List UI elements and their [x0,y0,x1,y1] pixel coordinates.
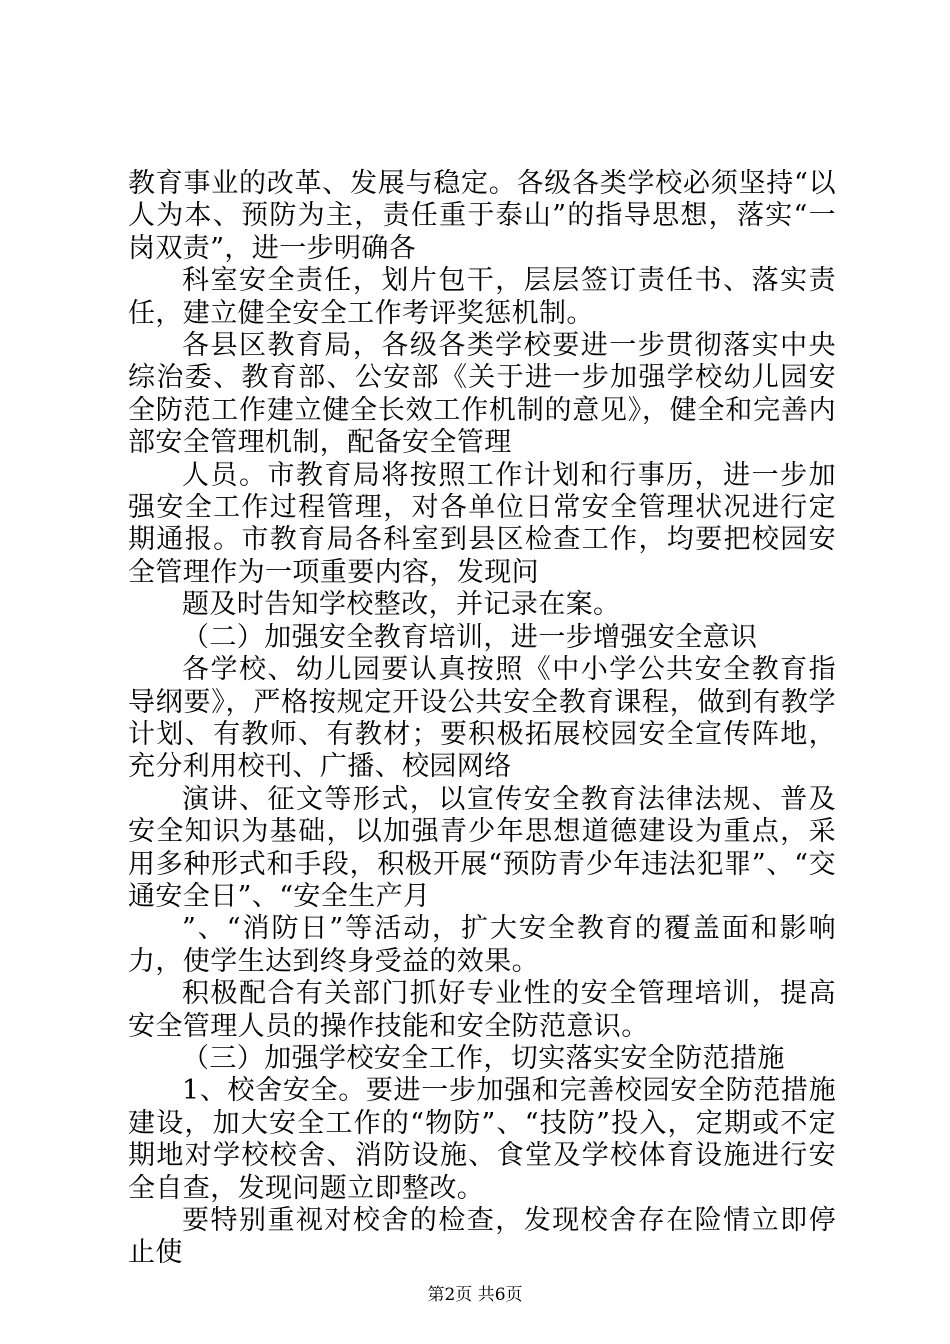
document-body [128,168,836,1270]
page-number-label: 第2页 共6页 [427,1285,523,1305]
paragraph-5: 题及时告知学校整改，并记录在案。 [182,589,621,621]
paragraph-3: 各县区教育局，各级各类学校要进一步贯彻落实中央综治委、教育部、公安部《关于进一步加强学校幼儿园安全防范工作建立健全长效工作机制的意见》，健全和完善内部安全管理机制，配备安全管理 [128,330,836,459]
paragraph-2: 科室安全责任，划片包干，层层签订责任书、落实责任，建立健全安全工作考评奖惩机制。 [128,265,836,329]
paragraph-8: 演讲、征文等形式，以宣传安全教育法律法规、普及安全知识为基础，以加强青少年思想道德建设为重点，采用多种形式和手段，积极开展“预防青少年违法犯罪”、“交通安全日”、“安全生产月 [128,783,836,912]
paragraph-10: 积极配合有关部门抓好专业性的安全管理培训，提高安全管理人员的操作技能和安全防范意识。 [128,978,836,1042]
paragraph-7: 各学校、幼儿园要认真按照《中小学公共安全教育指导纲要》，严格按规定开设公共安全教育课程，做到有教学计划、有教师、有教材；要积极拓展校园安全宣传阵地，充分利用校刊、广播、校园网络 [128,654,836,783]
paragraph-4: 人员。市教育局将按照工作计划和行事历，进一步加强安全工作过程管理，对各单位日常安全管理状况进行定期通报。市教育局各科室到县区检查工作，均要把校园安全管理作为一项重要内容，发现问 [128,459,836,588]
paragraph-12: 1、校舍安全。要进一步加强和完善校园安全防范措施建设，加大安全工作的“物防”、“技防”投入，定期或不定期地对学校校舍、消防设施、食堂及学校体育设施进行安全自查，发现问题立即整改。 [128,1075,836,1204]
section-heading-2: （二）加强安全教育培训，进一步增强安全意识 [182,621,758,653]
paragraph-9: ”、“消防日”等活动，扩大安全教育的覆盖面和影响力，使学生达到终身受益的效果。 [128,913,836,977]
section-heading-3: （三）加强学校安全工作，切实落实安全防范措施 [182,1042,785,1074]
page-footer [0,1284,950,1306]
paragraph-13: 要特别重视对校舍的检查，发现校舍存在险情立即停止使 [128,1205,836,1269]
paragraph-1: 教育事业的改革、发展与稳定。各级各类学校必须坚持“以人为本、预防为主，责任重于泰山”的指导思想，落实“一岗双责”，进一步明确各 [128,168,836,264]
